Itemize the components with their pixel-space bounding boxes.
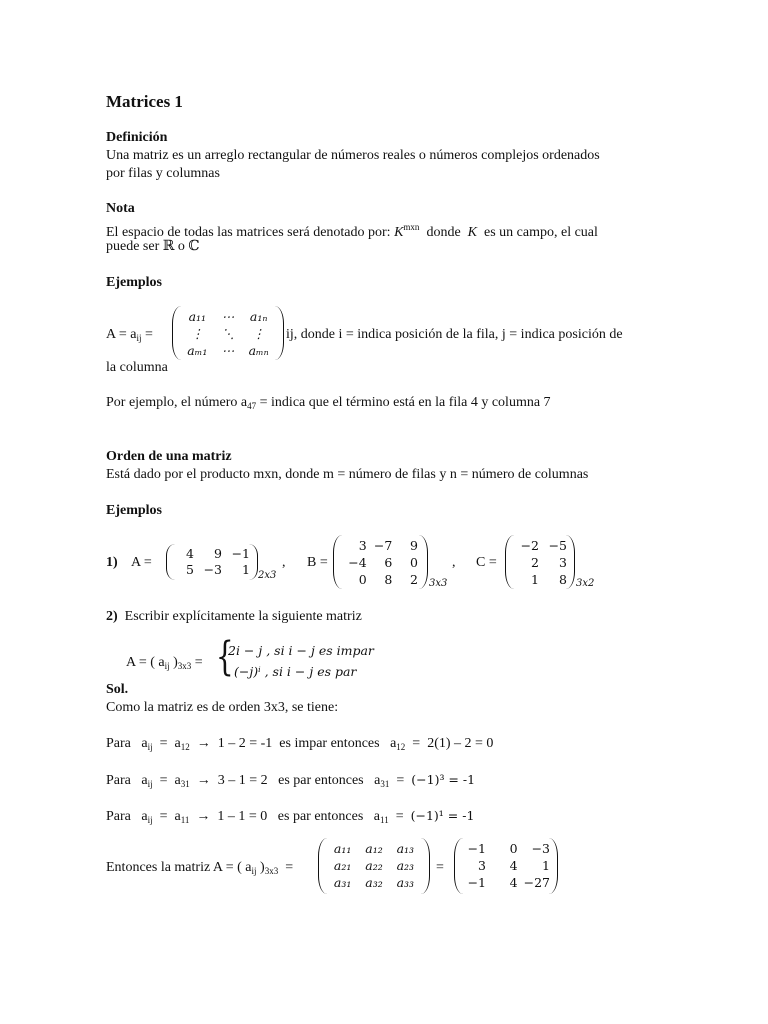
result-matrix-cell: −27 [523, 875, 550, 890]
matrix-a-cell: 5 [186, 562, 194, 577]
left-brace: { [215, 634, 234, 680]
general-matrix-3x3-cell: a₁₁ [333, 841, 352, 856]
result-matrix-cell: 1 [542, 858, 550, 873]
nota-line-2: puede ser ℝ o ℂ [106, 239, 200, 254]
matrix-a [166, 544, 258, 580]
aij-definition-lhs: $A = a_{ij}$ = [106, 327, 153, 343]
aij-definition-line-2: la columna [106, 360, 168, 375]
general-matrix-3x3-cell: a₁₂ [365, 841, 383, 856]
piecewise-case-2: (−j)ⁱ , si i − j es par [234, 664, 357, 679]
sol-step-3: Para $a_{ij} = a_{11} \to 1 - 1 = 0$ es par entonces $a_{11} = (-1)^1 = -1$ [106, 808, 475, 825]
separator-1: , [282, 555, 286, 570]
general-matrix-cell: aₘₙ [248, 343, 269, 358]
result-matrix-cell: −1 [467, 875, 486, 890]
definicion-line-2: por filas y columnas [106, 166, 220, 181]
matrix-b-cell: −7 [373, 538, 393, 553]
definicion-heading: Definición [106, 130, 168, 145]
sol-step-2: Para $a_{ij} = a_{31} \to 3 - 1 = 2$ es par entonces $a_{31} = (-1)^3 = -1$ [106, 772, 476, 789]
orden-heading: Orden de una matriz [106, 449, 232, 464]
matrix-b [333, 535, 428, 589]
result-matrix-cell: 3 [478, 858, 486, 873]
matrix-a-cell: 4 [186, 546, 194, 561]
general-matrix-cell: ⋯ [221, 343, 235, 358]
general-matrix-3x3-cell: a₃₃ [396, 875, 415, 890]
matrix-b-cell: 0 [358, 572, 367, 587]
separator-2: , [452, 555, 456, 570]
ejemplos-heading-1: Ejemplos [106, 275, 162, 290]
page-title: Matrices 1 [106, 92, 183, 111]
matrix-a-cell: −1 [231, 546, 250, 561]
matrix-a-cell: 9 [214, 546, 222, 561]
matrix-b-order: 3x3 [429, 578, 448, 589]
result-matrix-cell: −1 [467, 841, 486, 856]
general-matrix-3x3 [318, 838, 430, 894]
matrix-c-cell: 8 [559, 572, 567, 587]
matrix-b-cell: 0 [410, 555, 418, 570]
general-matrix-3x3-cell: a₂₁ [333, 858, 352, 873]
result-matrix-cell: −3 [531, 841, 550, 856]
result-matrix-cell: 4 [509, 858, 518, 873]
definicion-line-1: Una matriz es un arreglo rectangular de números reales o números complejos ordenados [106, 148, 600, 163]
general-matrix-cell: ⋱ [221, 326, 235, 341]
matrix-b-cell: 2 [410, 572, 418, 587]
equals-sign: = [436, 860, 444, 875]
general-matrix-cell: ⋯ [221, 309, 235, 324]
sol-step-1: Para $a_{ij} = a_{12} \to 1 - 2 = -1$ es impar entonces $a_{12} = 2(1) - 2 = 0$ [106, 736, 494, 752]
matrix-a-cell: −3 [203, 562, 222, 577]
matrix-c-cell: 2 [531, 555, 539, 570]
general-matrix-3x3-cell: a₃₁ [333, 875, 352, 890]
matrix-c-label: C = [476, 555, 497, 570]
general-matrix-cell: aₘ₁ [187, 343, 208, 358]
ejemplos-heading-2: Ejemplos [106, 503, 162, 518]
matrix-c-order: 3x2 [576, 578, 595, 589]
nota-line-1: El espacio de todas las matrices será denotado por: $K^{mxn}$ donde K es un campo, el cual [106, 222, 598, 240]
general-matrix-cell: a₁₁ [188, 309, 207, 324]
general-matrix [172, 306, 284, 360]
sol-intro: Como la matriz es de orden 3x3, se tiene: [106, 700, 339, 715]
matrix-c-cell: 1 [531, 572, 539, 587]
matrix-c-cell: 3 [559, 555, 567, 570]
matrix-a-order: 2x3 [258, 570, 277, 581]
matrix-b-cell: 3 [358, 538, 367, 553]
nota-heading: Nota [106, 201, 135, 216]
piecewise-lhs: A = ( $a_{ij}$ )$_{3x3}$ = [126, 655, 203, 671]
item-1-number: 1) [106, 555, 118, 570]
matrix-b-cell: 8 [384, 572, 393, 587]
matrix-b-cell: 9 [410, 538, 418, 553]
piecewise-case-1: 2i − j , si i − j es impar [228, 643, 374, 658]
matrix-a-cell: 1 [242, 562, 250, 577]
result-matrix-cell: 0 [509, 841, 518, 856]
matrix-a-label: A = [131, 555, 152, 570]
matrix-b-cell: −4 [348, 555, 367, 570]
aij-definition-rest: ij, donde i = indica posición de la fila, j = indica posición de [286, 327, 623, 342]
sol-heading: Sol. [106, 682, 129, 697]
general-matrix-cell: ⋮ [252, 326, 265, 341]
result-matrix-cell: 4 [509, 875, 518, 890]
item-2: 2) Escribir explícitamente la siguiente matriz [106, 609, 362, 624]
general-matrix-cell: ⋮ [191, 326, 204, 341]
general-matrix-3x3-cell: a₁₃ [396, 841, 415, 856]
general-matrix-3x3-cell: a₃₂ [365, 875, 383, 890]
general-matrix-cell: a₁ₙ [249, 309, 268, 324]
matrix-b-cell: 6 [384, 555, 393, 570]
orden-text: Está dado por el producto mxn, donde m = número de filas y n = número de columnas [106, 467, 589, 482]
matrix-c [505, 535, 575, 589]
general-matrix-3x3-cell: a₂₂ [365, 858, 383, 873]
result-matrix [454, 838, 558, 894]
ejemplo-a47: Por ejemplo, el número $a_{47}$ = indica que el término está en la fila 4 y columna 7 [106, 395, 551, 411]
matrix-c-cell: −2 [520, 538, 539, 553]
general-matrix-3x3-cell: a₂₃ [396, 858, 415, 873]
final-lhs: Entonces la matriz A = ( $a_{ij}$ )$_{3x3}$ = [106, 860, 294, 876]
matrix-c-cell: −5 [548, 538, 567, 553]
matrix-b-label: B = [307, 555, 328, 570]
